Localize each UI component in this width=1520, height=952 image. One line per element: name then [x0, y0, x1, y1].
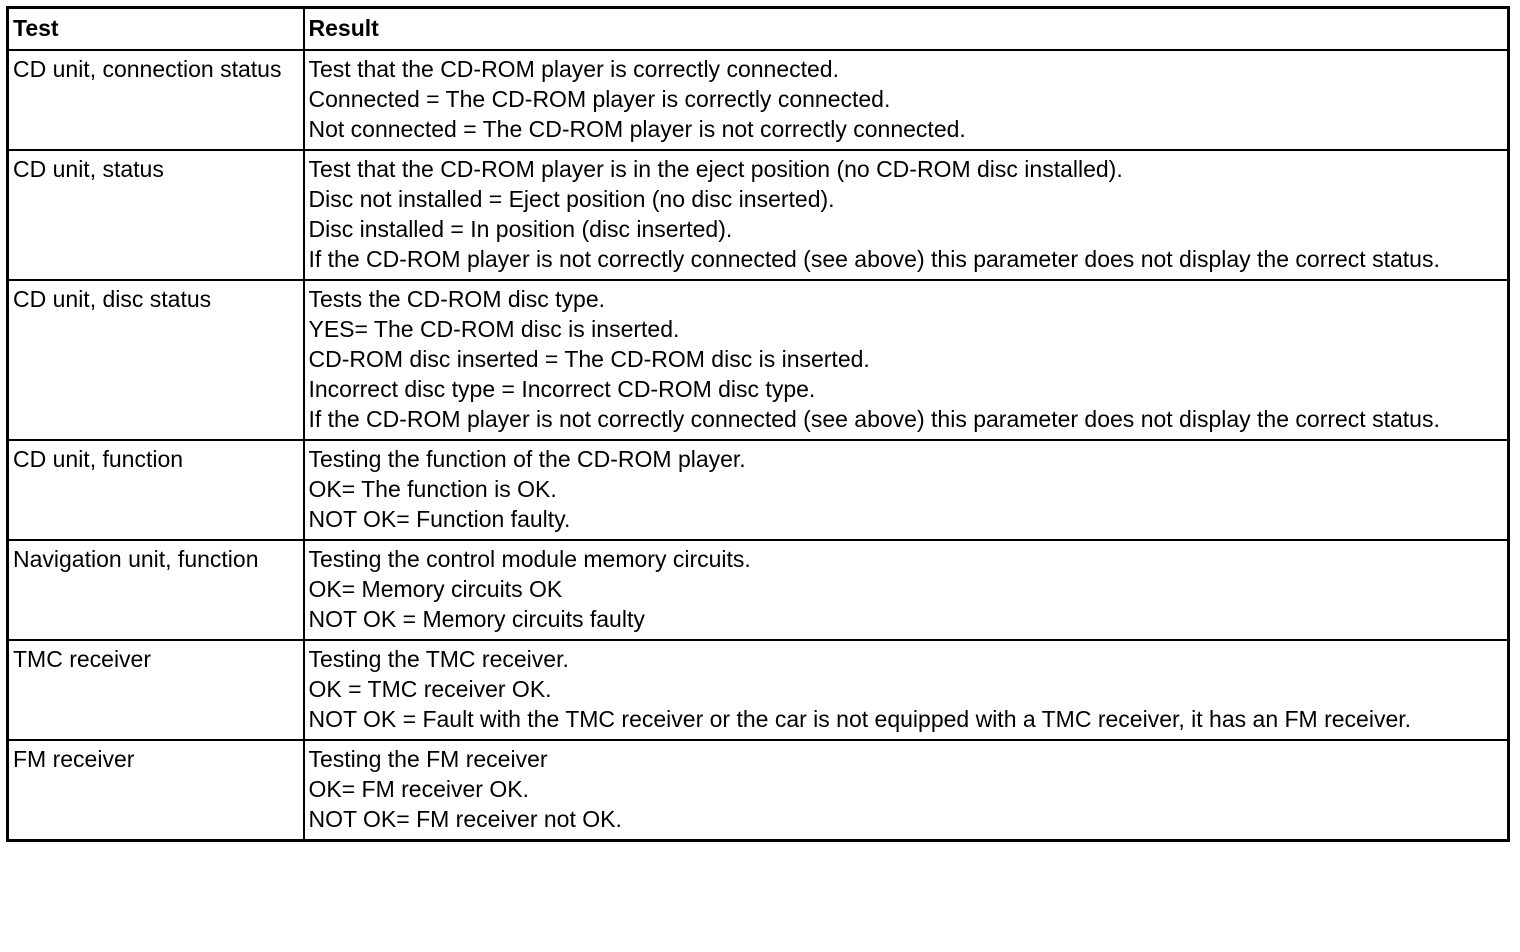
result-line: Test that the CD-ROM player is in the eject position (no CD-ROM disc installed).: [308, 156, 1123, 182]
result-line: CD-ROM disc inserted = The CD-ROM disc is inserted.: [308, 346, 870, 372]
table-row: [8, 640, 1509, 740]
header-result: Result: [304, 8, 1509, 51]
test-cell: FM receiver: [8, 740, 304, 841]
result-line: Disc not installed = Eject position (no disc inserted).: [308, 186, 835, 212]
result-line: Incorrect disc type = Incorrect CD-ROM disc type.: [308, 376, 816, 402]
result-line: OK = TMC receiver OK.: [308, 676, 552, 702]
result-line: Testing the function of the CD-ROM player.: [308, 446, 746, 472]
test-cell: Navigation unit, function: [8, 540, 304, 640]
result-cell: [304, 640, 1509, 740]
table-row: [8, 150, 1509, 280]
result-line: Not connected = The CD-ROM player is not correctly connected.: [308, 116, 966, 142]
result-line: OK= The function is OK.: [308, 476, 557, 502]
result-line: NOT OK= FM receiver not OK.: [308, 806, 622, 832]
result-line: NOT OK= Function faulty.: [308, 506, 571, 532]
test-cell: CD unit, disc status: [8, 280, 304, 440]
table-row: [8, 540, 1509, 640]
table-row: [8, 440, 1509, 540]
result-line: Testing the TMC receiver.: [308, 646, 569, 672]
result-cell: [304, 440, 1509, 540]
test-cell: CD unit, function: [8, 440, 304, 540]
test-cell: TMC receiver: [8, 640, 304, 740]
table-header-row: [8, 8, 1509, 51]
table-row: [8, 740, 1509, 841]
result-line: Disc installed = In position (disc inserted).: [308, 216, 733, 242]
result-line: If the CD-ROM player is not correctly connected (see above) this parameter does not display the correct status.: [308, 406, 1440, 432]
result-line: Tests the CD-ROM disc type.: [308, 286, 606, 312]
result-cell: [304, 280, 1509, 440]
result-line: Testing the control module memory circuits.: [308, 546, 751, 572]
result-cell: [304, 540, 1509, 640]
table-row: [8, 50, 1509, 150]
table-row: [8, 280, 1509, 440]
result-line: Testing the FM receiver: [308, 746, 548, 772]
result-cell: [304, 50, 1509, 150]
result-line: Test that the CD-ROM player is correctly connected.: [308, 56, 839, 82]
result-line: OK= FM receiver OK.: [308, 776, 529, 802]
test-result-table: [6, 6, 1510, 842]
test-cell: CD unit, status: [8, 150, 304, 280]
header-test: Test: [8, 8, 304, 51]
result-line: YES= The CD-ROM disc is inserted.: [308, 316, 680, 342]
result-line: OK= Memory circuits OK: [308, 576, 563, 602]
result-line: NOT OK = Memory circuits faulty: [308, 606, 645, 632]
result-line: NOT OK = Fault with the TMC receiver or the car is not equipped with a TMC receiver, it has an FM receiver.: [308, 706, 1412, 732]
result-line: Connected = The CD-ROM player is correctly connected.: [308, 86, 891, 112]
test-cell: CD unit, connection status: [8, 50, 304, 150]
result-cell: [304, 740, 1509, 841]
result-cell: [304, 150, 1509, 280]
result-line: If the CD-ROM player is not correctly connected (see above) this parameter does not display the correct status.: [308, 246, 1440, 272]
